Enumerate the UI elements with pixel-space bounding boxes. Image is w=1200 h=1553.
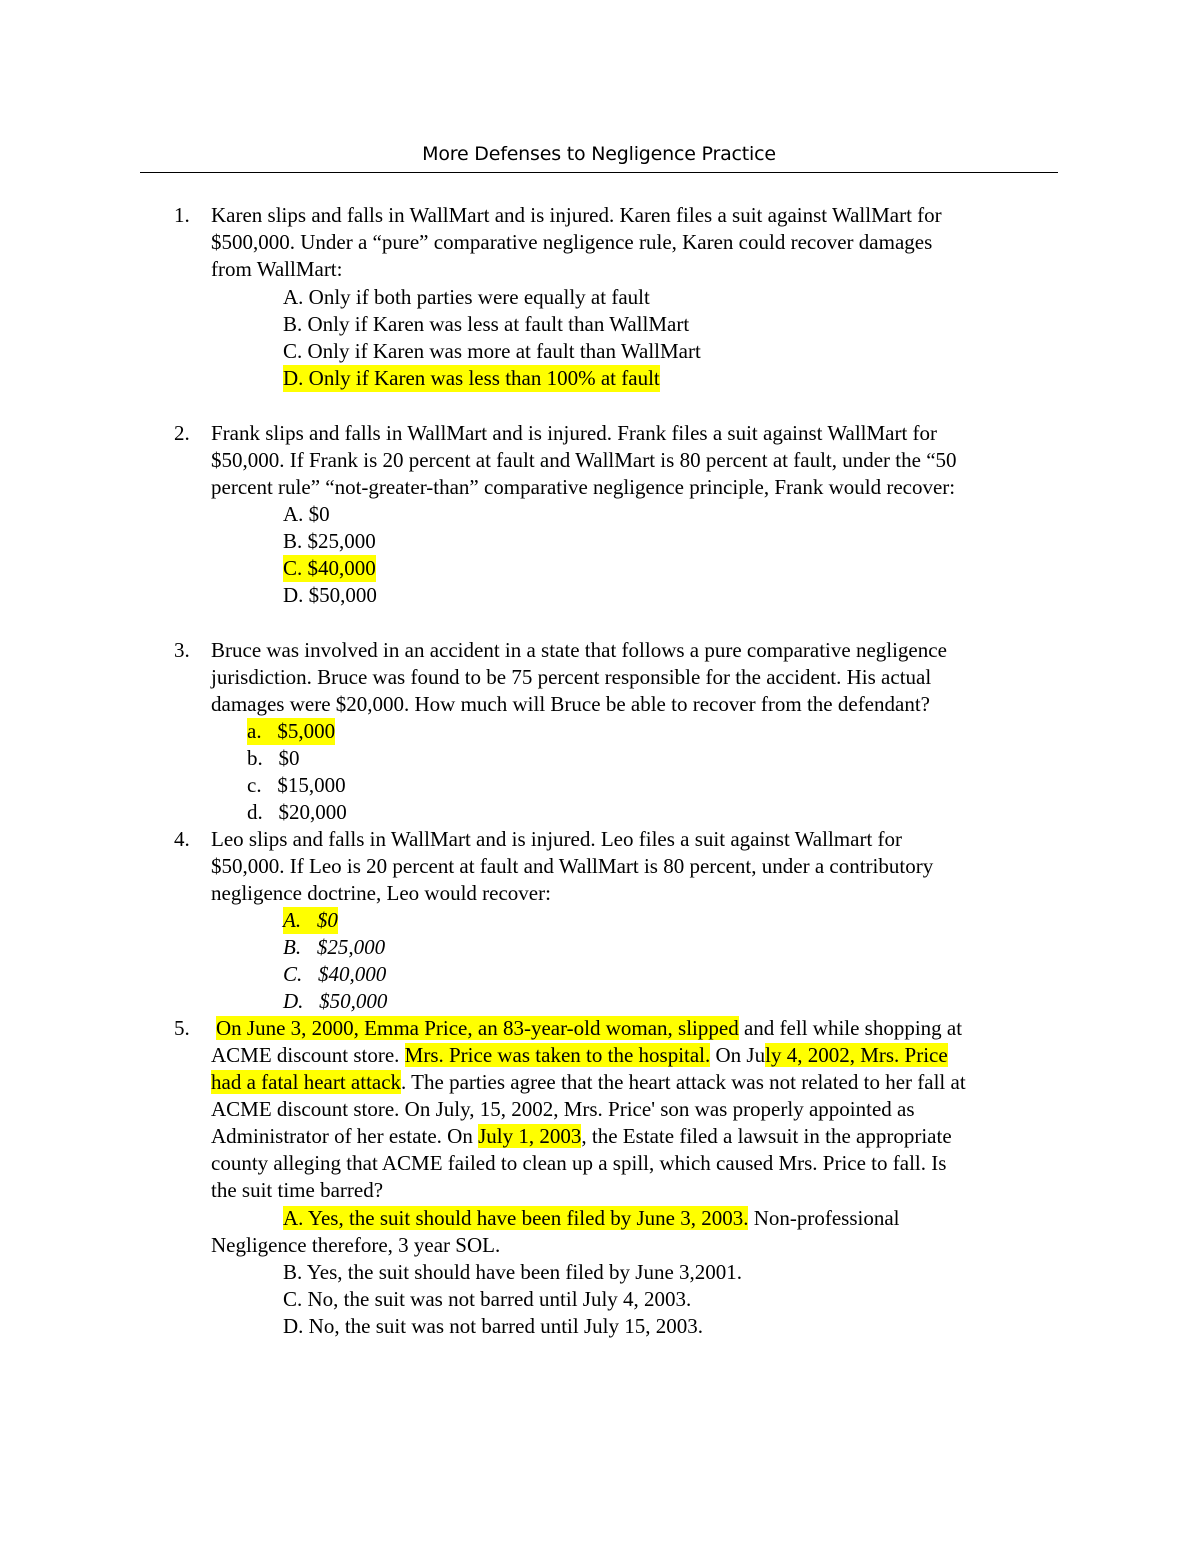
- q2-line-3: percent rule” “not-greater-than” comparative negligence principle, Frank would recover:: [211, 475, 956, 499]
- q4-line-1: Leo slips and falls in WallMart and is injured. Leo files a suit against Wallmart for: [211, 827, 903, 851]
- q4-option-d: D. $50,000: [283, 989, 388, 1013]
- q5-text-2a: ACME discount store.: [211, 1043, 405, 1067]
- q2-option-a: A. $0: [283, 502, 330, 526]
- q5-text-5a: Administrator of her estate. On: [211, 1124, 479, 1148]
- q3-option-a-answer: a. $5,000: [247, 719, 336, 743]
- q5-option-d: D. No, the suit was not barred until July 15, 2003.: [283, 1314, 703, 1338]
- q3-option-c: c. $15,000: [247, 773, 346, 797]
- q5-highlight-fall-date: On June 3, 2000, Emma Price, an 83-year-old woman, slipped: [216, 1016, 739, 1040]
- q4-option-c: C. $40,000: [283, 962, 387, 986]
- q4-number: 4.: [174, 827, 190, 851]
- q5-text-1b: and fell while shopping at: [738, 1016, 963, 1040]
- q5-highlight-hospital: Mrs. Price was taken to the hospital.: [404, 1043, 711, 1067]
- q4-option-b: B. $25,000: [283, 935, 386, 959]
- q4-line-3: negligence doctrine, Leo would recover:: [211, 881, 551, 905]
- q3-option-d: d. $20,000: [247, 800, 347, 824]
- q5-highlight-heart-attack: had a fatal heart attack: [211, 1070, 402, 1094]
- q1-option-a: A. Only if both parties were equally at fault: [283, 285, 650, 309]
- q5-option-a-answer: [283, 1205, 900, 1232]
- q3-line-1: Bruce was involved in an accident in a state that follows a pure comparative negligence: [211, 638, 947, 662]
- q5-number: 5.: [174, 1016, 190, 1040]
- q2-line-2: $50,000. If Frank is 20 percent at fault and WallMart is 80 percent at fault, under the “50: [211, 448, 957, 472]
- q5-line-2: [211, 1042, 948, 1069]
- q5-text-5c: , the Estate filed a lawsuit in the appropriate: [581, 1124, 952, 1148]
- q1-number: 1.: [174, 203, 190, 227]
- q1-option-c: C. Only if Karen was more at fault than WallMart: [283, 339, 701, 363]
- q3-line-2: jurisdiction. Bruce was found to be 75 percent responsible for the accident. His actual: [211, 665, 932, 689]
- q1-line-2: $500,000. Under a “pure” comparative negligence rule, Karen could recover damages: [211, 230, 933, 254]
- q5-option-b: B. Yes, the suit should have been filed by June 3,2001.: [283, 1260, 743, 1284]
- q2-number: 2.: [174, 421, 190, 445]
- q1-line-3: from WallMart:: [211, 257, 343, 281]
- q2-line-1: Frank slips and falls in WallMart and is injured. Frank files a suit against WallMart for: [211, 421, 938, 445]
- q2-option-c-answer: C. $40,000: [283, 556, 376, 580]
- q5-line-3: [211, 1069, 966, 1096]
- q3-number: 3.: [174, 638, 190, 662]
- q3-option-b: b. $0: [247, 746, 300, 770]
- q5-highlight-heart-date: ly 4, 2002, Mrs. Price: [765, 1043, 948, 1067]
- page-title: More Defenses to Negligence Practice: [422, 143, 776, 165]
- q3-line-3: damages were $20,000. How much will Bruce be able to recover from the defendant?: [211, 692, 930, 716]
- q5-option-c: C. No, the suit was not barred until July 4, 2003.: [283, 1287, 692, 1311]
- q5-text-3b: . The parties agree that the heart attack was not related to her fall at: [401, 1070, 966, 1094]
- q5-line-1: [216, 1015, 962, 1042]
- q5-text-2c: On Ju: [710, 1043, 766, 1067]
- q5-option-a-highlight: A. Yes, the suit should have been filed by June 3, 2003.: [283, 1206, 749, 1230]
- q1-option-b: B. Only if Karen was less at fault than WallMart: [283, 312, 690, 336]
- title-underline: [140, 172, 1058, 173]
- q4-line-2: $50,000. If Leo is 20 percent at fault and WallMart is 80 percent, under a contributory: [211, 854, 934, 878]
- q1-option-d-answer: D. Only if Karen was less than 100% at fault: [283, 366, 660, 390]
- q5-line-6: county alleging that ACME failed to clean up a spill, which caused Mrs. Price to fall. Is: [211, 1151, 947, 1175]
- q4-option-a-answer: A. $0: [283, 908, 338, 932]
- q2-option-b: B. $25,000: [283, 529, 376, 553]
- q2-option-d: D. $50,000: [283, 583, 377, 607]
- q5-option-a-note: Non-professional: [748, 1206, 900, 1230]
- q5-line-7: the suit time barred?: [211, 1178, 384, 1202]
- q5-line-5: [211, 1123, 952, 1150]
- q5-line-4: ACME discount store. On July, 15, 2002, Mrs. Price' son was properly appointed as: [211, 1097, 915, 1121]
- q1-line-1: Karen slips and falls in WallMart and is injured. Karen files a suit against WallMart for: [211, 203, 942, 227]
- q5-highlight-filing-date: July 1, 2003: [478, 1124, 582, 1148]
- q5-option-a-note-cont: Negligence therefore, 3 year SOL.: [211, 1233, 501, 1257]
